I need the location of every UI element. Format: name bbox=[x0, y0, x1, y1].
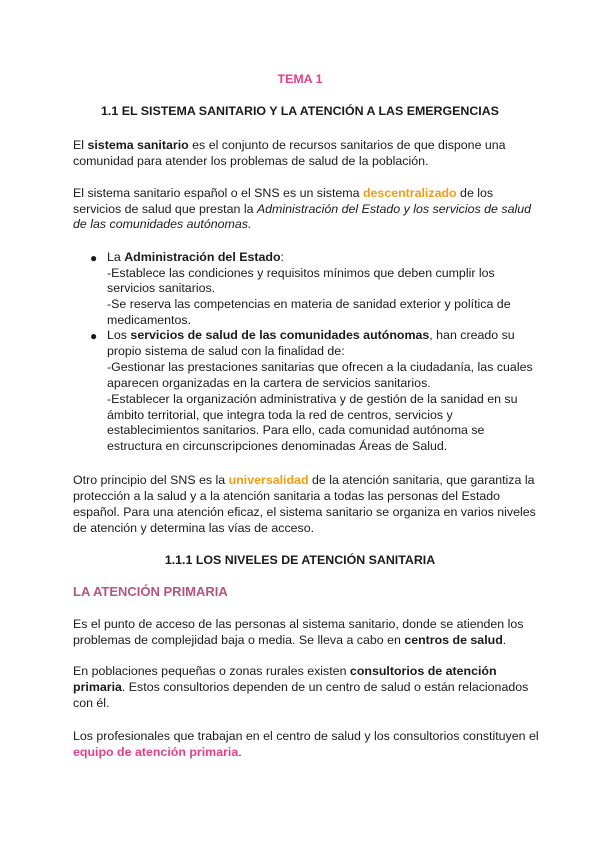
p2-line2: servicios de salud que prestan la Administración del Estado y los servicios de salud bbox=[73, 202, 532, 216]
bullet1-line2: -Establece las condiciones y requisitos mínimos que deben cumplir los bbox=[107, 266, 495, 280]
p1-line1: El sistema sanitario es el conjunto de recursos sanitarios de que dispone una bbox=[73, 138, 506, 152]
bullet-marker: ● bbox=[90, 329, 98, 343]
bullet2-line7: establecimientos sanitarios. Para ello, cada comunidad autónoma se bbox=[107, 423, 485, 437]
bullet1-line5: medicamentos. bbox=[107, 313, 192, 327]
bullet2-line5: -Establecer la organización administrativa y de gestión de la sanidad en su bbox=[107, 392, 518, 406]
p6-line2: equipo de atención primaria. bbox=[73, 745, 242, 759]
bullet-marker: ● bbox=[90, 251, 98, 265]
p3-line4: de atención y determina las vías de acceso. bbox=[73, 521, 315, 535]
p5-line1: En poblaciones pequeñas o zonas rurales existen consultorios de atención bbox=[73, 664, 497, 678]
section-title: 1.1 EL SISTEMA SANITARIO Y LA ATENCIÓN A LAS EMERGENCIAS bbox=[101, 104, 499, 118]
bullet2-line2: propio sistema de salud con la finalidad de: bbox=[107, 344, 345, 358]
p4-line1: Es el punto de acceso de las personas al sistema sanitario, donde se atienden los bbox=[73, 617, 524, 631]
bullet1-line1: La Administración del Estado: bbox=[107, 250, 284, 264]
p5-line3: con él. bbox=[73, 696, 110, 710]
p2-line1: El sistema sanitario español o el SNS es un sistema descentralizado de los bbox=[73, 186, 494, 200]
bullet2-line4: aparecen organizadas en la cartera de servicios sanitarios. bbox=[107, 376, 431, 390]
heading-atencion-primaria: LA ATENCIÓN PRIMARIA bbox=[73, 584, 228, 599]
tema-label: TEMA 1 bbox=[277, 72, 323, 86]
p2-line3: de las comunidades autónomas. bbox=[73, 217, 252, 231]
p5-line2: primaria. Estos consultorios dependen de un centro de salud o están relacionados bbox=[73, 680, 529, 694]
bullet2-line8: estructura en circunscripciones denominadas Áreas de Salud. bbox=[107, 439, 448, 453]
bullet2-line3: -Gestionar las prestaciones sanitarias que ofrecen a la ciudadanía, las cuales bbox=[107, 360, 533, 374]
p4-line2: problemas de complejidad baja o media. Se lleva a cabo en centros de salud. bbox=[73, 633, 507, 647]
bullet1-line3: servicios sanitarios. bbox=[107, 281, 216, 295]
subsection-title: 1.1.1 LOS NIVELES DE ATENCIÓN SANITARIA bbox=[164, 553, 436, 567]
bullet2-line6: ámbito territorial, que integra toda la red de centros, servicios y bbox=[107, 408, 453, 422]
p3-line1: Otro principio del SNS es la universalidad de la atención sanitaria, que garantiza la bbox=[73, 473, 535, 487]
p3-line3: español. Para una atención eficaz, el sistema sanitario se organiza en varios niveles bbox=[73, 505, 536, 519]
p1-line2: comunidad para atender los problemas de salud de la población. bbox=[73, 154, 429, 168]
bullet2-line1: Los servicios de salud de las comunidades autónomas, han creado su bbox=[107, 328, 515, 342]
p3-line2: protección a la salud y a la atención sanitaria a todas las personas del Estado bbox=[73, 489, 501, 503]
p6-line1: Los profesionales que trabajan en el centro de salud y los consultorios constituyen el bbox=[73, 729, 539, 743]
bullet1-line4: -Se reserva las competencias en materia de sanidad exterior y política de bbox=[107, 297, 511, 311]
